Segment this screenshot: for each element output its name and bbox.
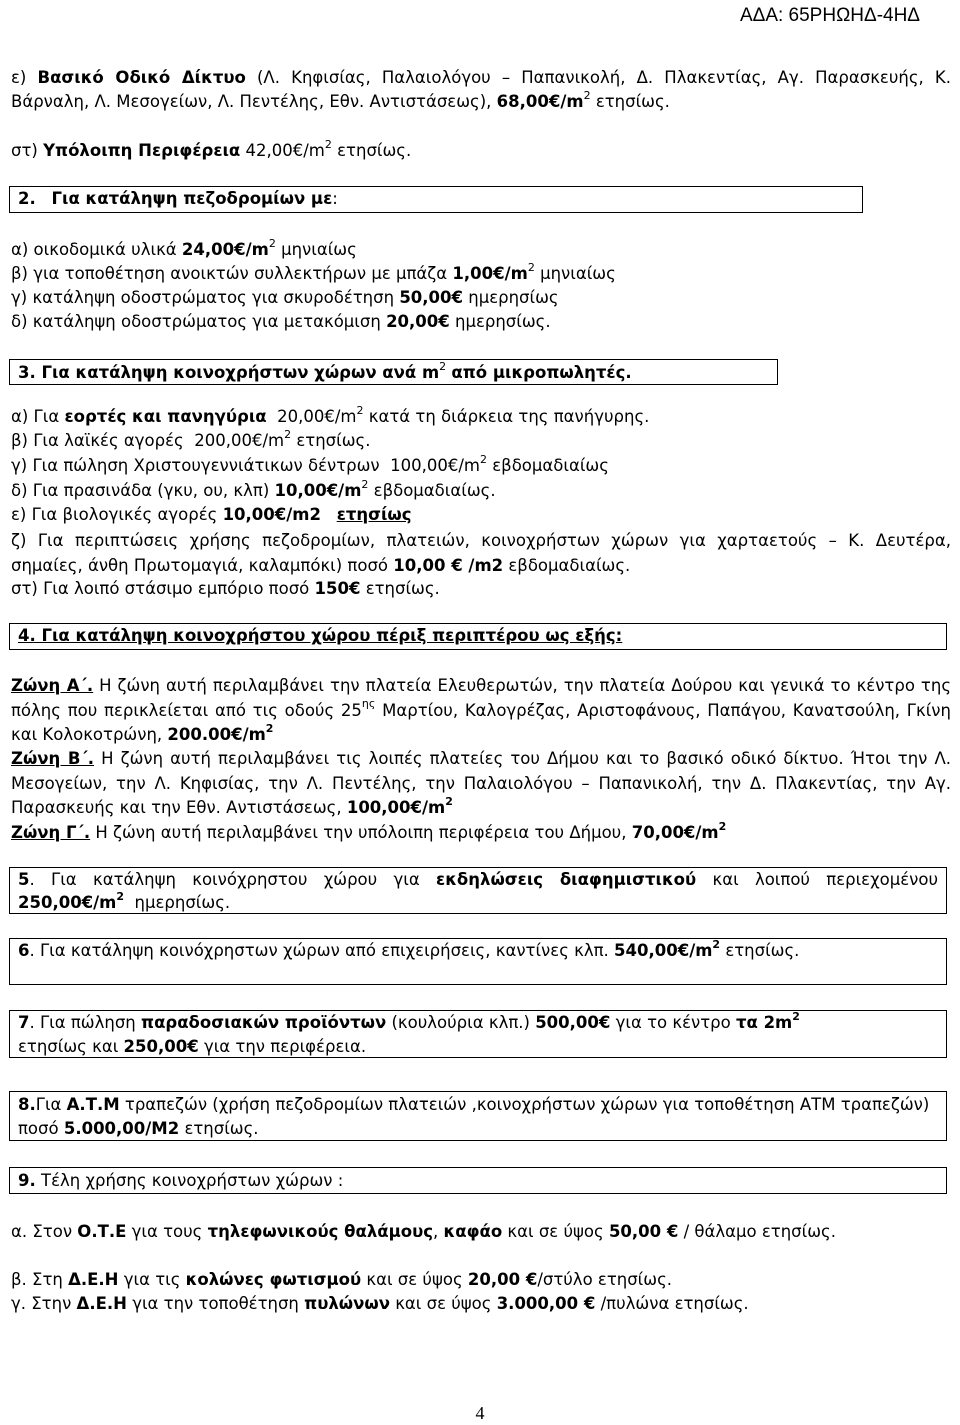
item-tail: ετησίως. <box>595 92 670 111</box>
section-5: 5. Για κατάληψη κοινόχρηστου χώρου για εκδηλώσεις διαφημιστικού και λοιπού περιεχομένου $250,00€/m^2$ ημερησίως. <box>9 867 947 914</box>
sec3-d: δ) Για πρασινάδα (γκυ, ου, κλπ) $10,00€/m^2$ εβδομαδιαίως. <box>11 477 496 500</box>
item-price: 68,00€/m <box>496 92 584 111</box>
section-7: 7. Για πώληση παραδοσιακών προϊόντων (κουλούρια κλπ.) 500,00€ για το κέντρο τα $2m^2$ ετησίως και 250,00€ για την περιφέρεια. <box>9 1010 947 1058</box>
item-prefix: ε) <box>11 68 27 87</box>
sec9-b: β. Στη Δ.Ε.Η για τις κολώνες φωτισμού και σε ύψος 20,00 €/στύλο ετησίως. <box>11 1270 673 1289</box>
sec9-g: γ. Στην Δ.Ε.Η για την τοποθέτηση πυλώνων και σε ύψος 3.000,00 € /πυλώνα ετησίως. <box>11 1294 749 1313</box>
section-3-heading: 3. Για κατάληψη κοινοχρήστων χώρων ανά $m^2$ από μικροπωλητές. <box>9 359 778 385</box>
item-st-remaining: στ) Υπόλοιπη Περιφέρεια $42,00€/m^2$ ετησίως. <box>11 137 412 160</box>
section-4-heading: 4. Για κατάληψη κοινοχρήστου χώρου πέριξ περιπτέρου ως εξής: <box>9 623 947 650</box>
item-e-road-network <box>11 66 951 114</box>
sec2-g: γ) κατάληψη οδοστρώματος για σκυροδέτηση 50,00€ ημερησίως <box>11 288 559 307</box>
sec2-b: β) για τοποθέτηση ανοικτών συλλεκτήρων με μπάζα $1,00€/m^2$ μηνιαίως <box>11 260 616 283</box>
sec3-e: ε) Για βιολογικές αγορές 10,00€/m2 ετησίως <box>11 505 412 524</box>
section-8: 8.Για Α.Τ.Μ τραπεζών (χρήση πεζοδρομίων πλατειών ,κοινοχρήστων χώρων για τοποθέτηση ΑΤΜ τραπεζών) ποσό 5.000,00/Μ2 ετησίως. <box>9 1091 947 1141</box>
section-6: 6. Για κατάληψη κοινόχρηστων χώρων από επιχειρήσεις, καντίνες κλπ. $540,00€/m^2$ ετησίως. <box>9 938 947 985</box>
sec2-a: α) οικοδομικά υλικά $24,00€/m^2$ μηνιαίως <box>11 236 357 259</box>
item-bold: Βασικό Οδικό Δίκτυο <box>37 68 246 87</box>
sec3-g: γ) Για πώληση Χριστουγεννιάτικων δέντρων $100,00€/m^2$ εβδομαδιαίως <box>11 452 609 475</box>
page-number: 4 <box>475 1403 485 1423</box>
sec3-b: β) Για λαϊκές αγορές $200,00€/m^2$ ετησίως. <box>11 427 371 450</box>
zone-b: Ζώνη Β΄. Η ζώνη αυτή περιλαμβάνει τις λοιπές πλατείες του Δήμου και το βασικό οδικό δίκτυο. Ήτοι την Λ. Μεσογείων, την Λ. Κηφισίας, την Λ. Πεντέλης, την Παλαιολόγου – Παπανικολή, την Δ. Πλακεντίας, την Αγ. Παρασκευής και την Εθν. Αντιστάσεως, $100,00€/m^2$ <box>11 749 951 817</box>
header-code: ΑΔΑ: 65ΡΗΩΗΔ-4ΗΔ <box>739 5 920 26</box>
section-9-heading: 9. Τέλη χρήσης κοινοχρήστων χώρων : <box>9 1167 947 1194</box>
sup: 2 <box>583 88 591 102</box>
zone-g: Ζώνη Γ΄. Η ζώνη αυτή περιλαμβάνει την υπόλοιπη περιφέρεια του Δήμου, $70,00€/m^2$ <box>11 819 727 842</box>
section-2-heading: 2. Για κατάληψη πεζοδρομίων με: <box>9 186 863 213</box>
sec2-d: δ) κατάληψη οδοστρώματος για μετακόμιση 20,00€ ημερησίως. <box>11 312 551 331</box>
sec3-z: ζ) Για περιπτώσεις χρήσης πεζοδρομίων, πλατειών, κοινοχρήστων χώρων για χαρταετούς – Κ. Δευτέρα, σημαίες, άνθη Πρωτομαγιά, καλαμπόκι) ποσό 10,00 € /m2 εβδομαδιαίως. <box>11 531 951 575</box>
sec3-st: στ) Για λοιπό στάσιμο εμπόριο ποσό 150€ ετησίως. <box>11 579 440 598</box>
item-text: (Λ. Κηφισίας, Παλαιολόγου – Παπανικολή, Δ. Πλακεντίας, Αγ. Παρασκευής, Κ. Βάρναλη, Λ. Μεσογείων, Λ. Πεντέλης, Εθν. Αντιστάσεως), <box>11 68 951 111</box>
sec9-a: α. Στον Ο.Τ.Ε για τους τηλεφωνικούς θαλάμους, καφάο και σε ύψος 50,00 € / θάλαμο ετησίως. <box>11 1222 836 1241</box>
zone-a: Ζώνη Α΄. Η ζώνη αυτή περιλαμβάνει την πλατεία Ελευθερωτών, την πλατεία Δούρου και γενικά το κέντρο της πόλης που περικλείεται από τις οδούς $25^{\eta\varsigma}$ Μαρτίου, Καλογρέζας, Αριστοφάνους, Παπάγου, Κανατσούλη, Γκίνη και Κολοκοτρώνη, $200.00€/m^2$ <box>11 676 952 744</box>
sec3-a: α) Για εορτές και πανηγύρια $20,00€/m^2$ κατά τη διάρκεια της πανήγυρης. <box>11 403 650 426</box>
